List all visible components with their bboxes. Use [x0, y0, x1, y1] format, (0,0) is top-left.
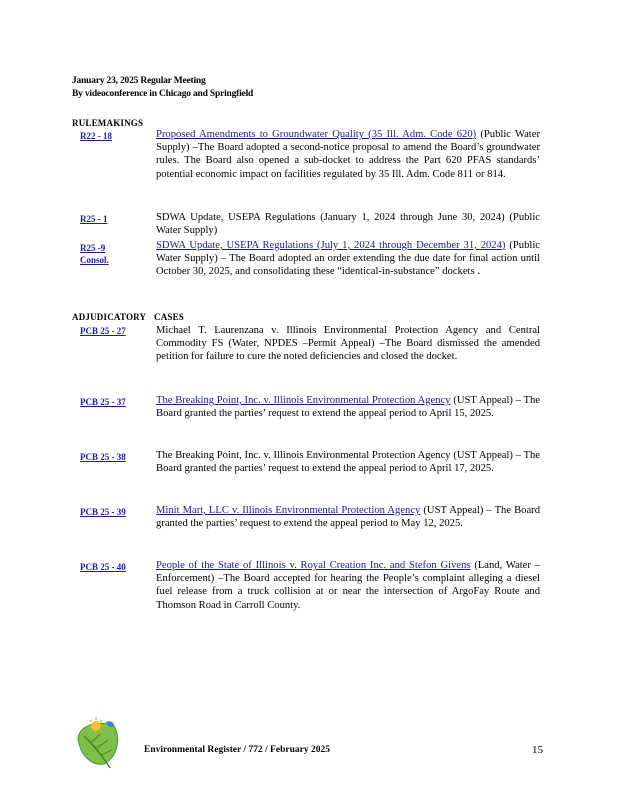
- meeting-date: January 23, 2025 Regular Meeting: [72, 76, 206, 86]
- entry-pcb-25-27: [156, 324, 540, 364]
- entry-title[interactable]: The Breaking Point, Inc. v. Illinois Environmental Protection Agency: [156, 395, 451, 406]
- entry-pcb-25-39: [156, 504, 540, 530]
- docket-link-pcb-25-37[interactable]: PCB 25 - 37: [80, 397, 126, 407]
- entry-r25-9: [156, 239, 540, 279]
- entry-text: (Public Water Supply) –The Board adopted a second-notice proposal to amend the Board’s groundwater rules. The Board also opened a sub-docket to address the Part 620 PFAS standards’ potential economic impact on facilities regulated by 35 Ill. Adm. Code 811 or 814.: [156, 129, 540, 180]
- entry-text: (UST Appeal) – The Board granted the parties’ request to extend the appeal period to May 12, 2025.: [156, 505, 540, 530]
- entry-text: The Breaking Point, Inc. v. Illinois Environmental Protection Agency (UST Appeal) – The Board granted the parties’ request to extend the appeal period to April 17, 2025.: [156, 450, 540, 475]
- entry-title[interactable]: SDWA Update, USEPA Regulations (July 1, 2024 through December 31, 2024): [156, 240, 506, 251]
- entry-title[interactable]: Proposed Amendments to Groundwater Quality (35 Ill. Adm. Code 620): [156, 129, 477, 140]
- entry-text: Michael T. Laurenzana v. Illinois Environmental Protection Agency and Central Commodity FS (Water, NPDES –Permit Appeal) –The Board dismissed the amended petition for failure to cure the noted deficiencies and closed the docket.: [156, 325, 540, 363]
- docket-link-pcb-25-38[interactable]: PCB 25 - 38: [80, 452, 126, 462]
- page-number: 15: [532, 744, 543, 756]
- leaf-logo-icon: [70, 716, 128, 774]
- docket-link-pcb-25-27[interactable]: PCB 25 - 27: [80, 326, 126, 336]
- adjudicatory-heading: ADJUDICATORY: [72, 312, 147, 322]
- rulemakings-heading: RULEMAKINGS: [72, 118, 144, 128]
- entry-title[interactable]: Minit Mart, LLC v. Illinois Environmental Protection Agency: [156, 505, 421, 516]
- publication-footer: Environmental Register / 772 / February 2025: [144, 745, 330, 755]
- docket-link-r25-1[interactable]: R25 - 1: [80, 214, 108, 224]
- entry-text: SDWA Update, USEPA Regulations (January 1, 2024 through June 30, 2024) (Public Water Supply): [156, 212, 540, 237]
- entry-pcb-25-40: [156, 559, 540, 612]
- docket-link-pcb-25-39[interactable]: PCB 25 - 39: [80, 507, 126, 517]
- docket-link-r22-18[interactable]: R22 - 18: [80, 131, 112, 141]
- entry-title[interactable]: People of the State of Illinois v. Royal Creation Inc. and Stefon Givens: [156, 560, 471, 571]
- docket-link-r25-9[interactable]: R25 -9 Consol.: [80, 243, 109, 265]
- entry-r22-18: [156, 128, 540, 181]
- entry-pcb-25-38: [156, 449, 540, 475]
- entry-text: (Land, Water –Enforcement) –The Board accepted for hearing the People’s complaint alleging a diesel fuel release from a truck collision at or near the intersection of ArgoFay Route and Thomson Road in Carroll County.: [156, 560, 540, 611]
- entry-r25-1: [156, 211, 540, 237]
- docket-link-pcb-25-40[interactable]: PCB 25 - 40: [80, 562, 126, 572]
- entry-text: (Public Water Supply) – The Board adopted an order extending the due date for final action until October 30, 2025, and consolidating these “identical-in-substance” dockets .: [156, 240, 540, 278]
- entry-pcb-25-37: [156, 394, 540, 420]
- entry-text: (UST Appeal) – The Board granted the parties’ request to extend the appeal period to April 15, 2025.: [156, 395, 540, 420]
- meeting-location: By videoconference in Chicago and Springfield: [72, 89, 254, 99]
- cases-heading: CASES: [154, 312, 185, 322]
